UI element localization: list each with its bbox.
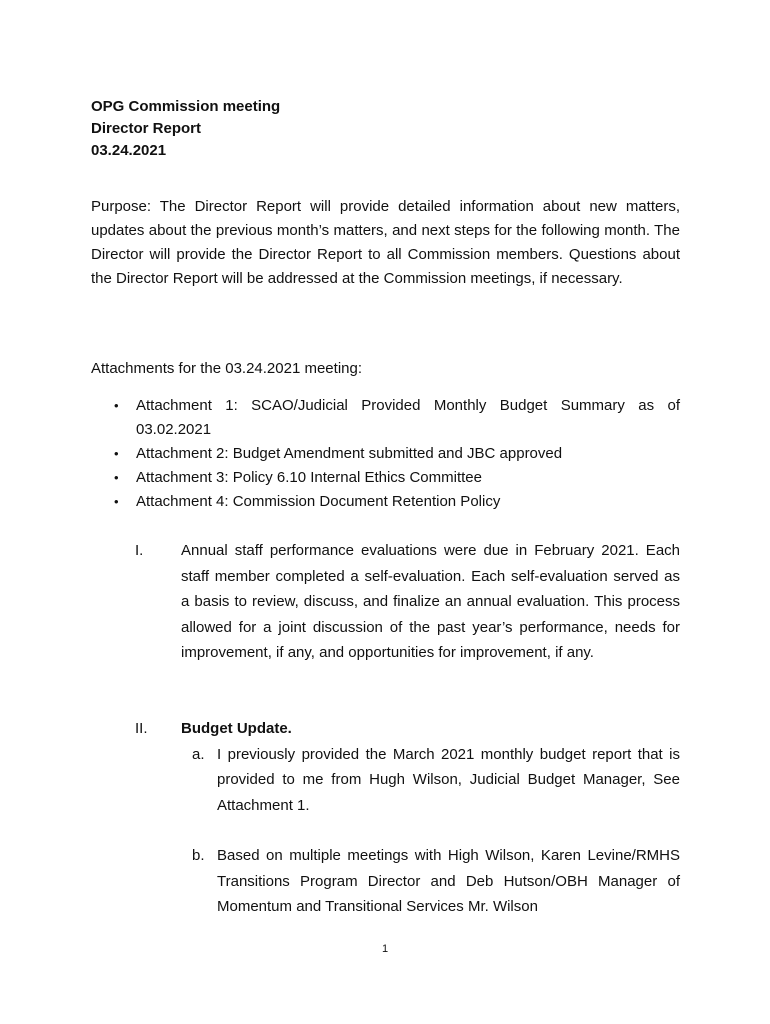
purpose-paragraph: Purpose: The Director Report will provide detailed information about new matters, updates about the previous month’s matters, and next steps for the following month. The Director will provide the Director Report to all Commission members. Questions about the Director Report will be addressed at the Commission meetings, if necessary.: [91, 198, 680, 287]
report-date: 03.24.2021: [91, 142, 167, 159]
list-item: [112, 466, 680, 490]
subitem-a: [192, 742, 680, 819]
attachments-list: [112, 394, 680, 514]
attachment-text: Attachment 2: Budget Amendment submitted and JBC approved: [136, 445, 563, 462]
page-number: 1: [381, 943, 389, 955]
attachment-text: Attachment 3: Policy 6.10 Internal Ethics Committee: [136, 469, 482, 486]
subitem-letter: b.: [192, 847, 205, 864]
section-numeral: II.: [135, 720, 148, 737]
subitem-letter: a.: [192, 745, 205, 763]
attachment-text: Attachment 4: Commission Document Retention Policy: [136, 493, 501, 510]
report-title: Director Report: [91, 120, 202, 137]
list-item: [112, 490, 680, 514]
section-body: Annual staff performance evaluations were due in February 2021. Each staff member completed a self-evaluation. Each self-evaluation served as a basis to review, discuss, and finalize an annual evaluation. This process allowed for a joint discussion of the past year’s performance, needs for improvement, if any, and opportunities for improvement, if any.: [181, 542, 680, 661]
subitem-text: I previously provided the March 2021 monthly budget report that is provided to me from Hugh Wilson, Judicial Budget Manager, See Attachment 1.: [217, 745, 680, 814]
section-title: Budget Update.: [181, 720, 292, 737]
bullet-icon: •: [114, 470, 119, 485]
document-header: [91, 96, 280, 162]
attachments-intro: Attachments for the 03.24.2021 meeting:: [91, 360, 363, 377]
bullet-icon: •: [114, 494, 119, 509]
section-numeral: I.: [135, 542, 144, 559]
bullet-icon: •: [114, 446, 119, 461]
attachment-text: Attachment 1: SCAO/Judicial Provided Monthly Budget Summary as of 03.02.2021: [136, 397, 680, 438]
list-item: [112, 394, 680, 442]
section-budget-update: [135, 716, 680, 920]
subitem-text: Based on multiple meetings with High Wilson, Karen Levine/RMHS Transitions Program Director and Deb Hutson/OBH Manager of Momentum and Transitional Services Mr. Wilson: [217, 847, 680, 915]
subitem-b: [192, 843, 680, 920]
bullet-icon: •: [114, 398, 119, 413]
section-performance-evaluations: [135, 538, 680, 666]
meeting-title: OPG Commission meeting: [91, 98, 281, 115]
list-item: [112, 442, 680, 466]
